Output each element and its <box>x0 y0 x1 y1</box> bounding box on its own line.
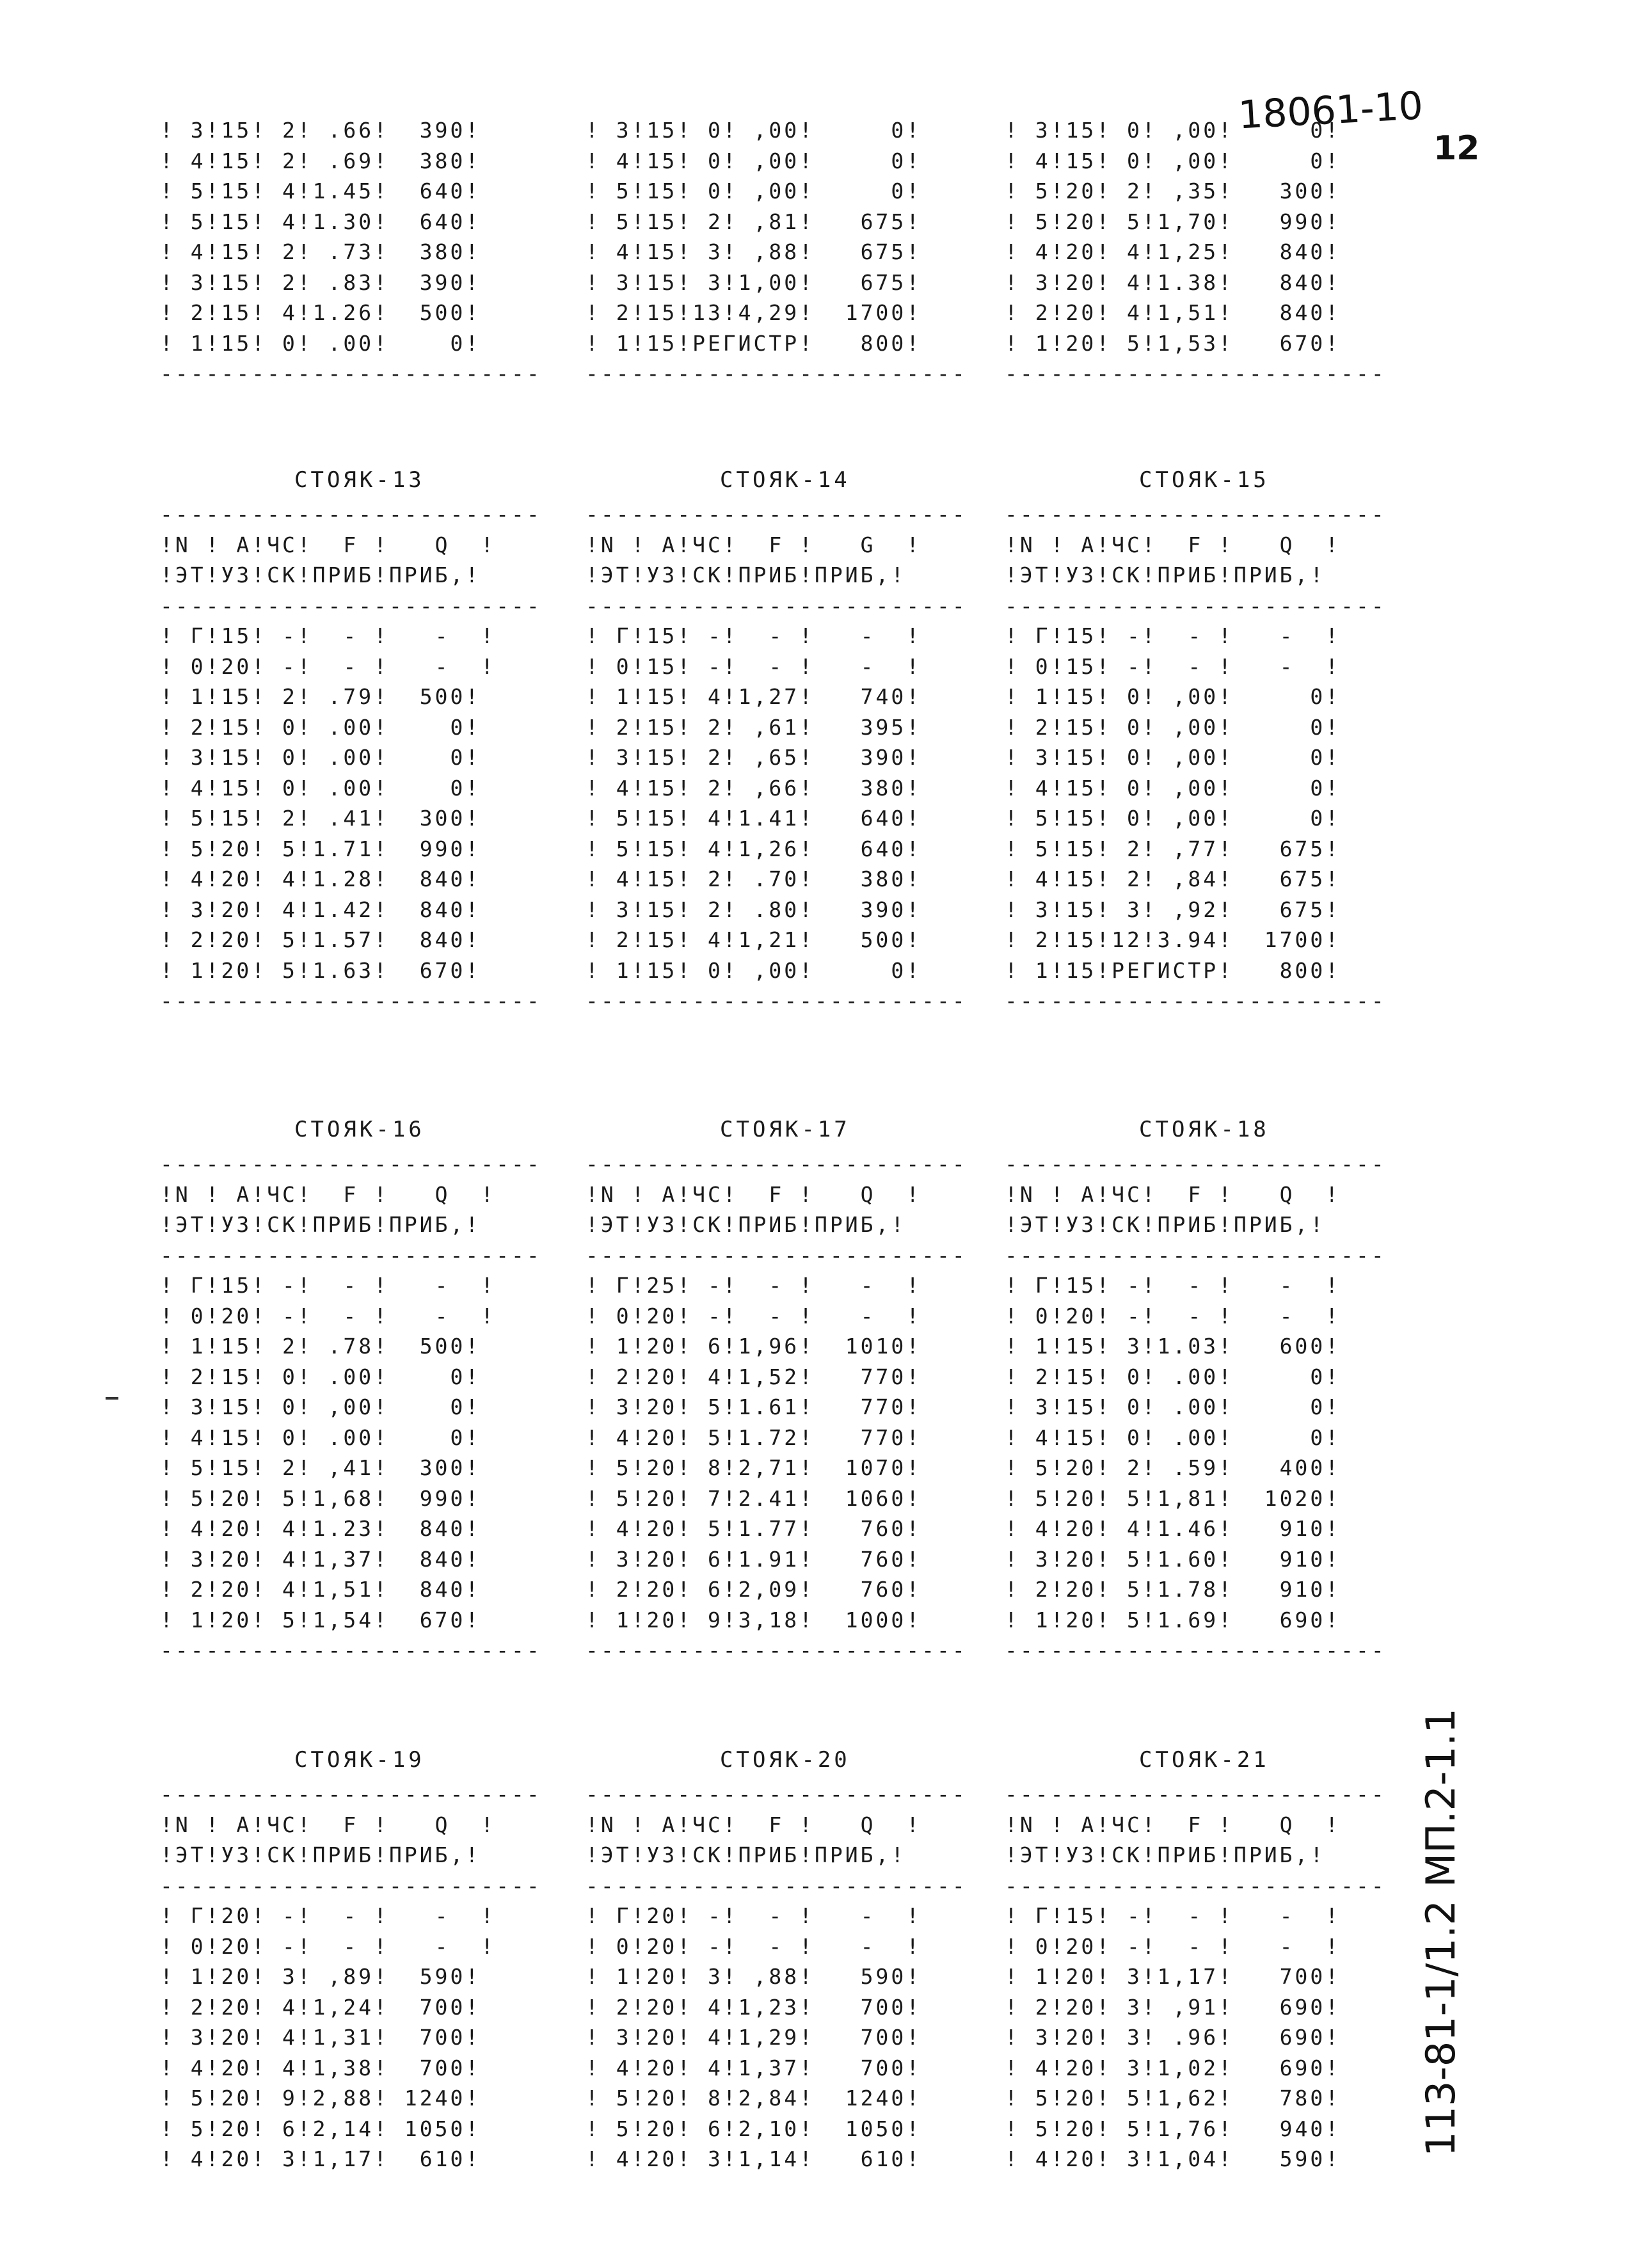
table-divider: ------------------------- <box>160 593 542 618</box>
table-row: ! 5!15! 2! ,81! 675! <box>586 209 922 234</box>
table-row: ! 2!20! 5!1.57! 840! <box>160 927 481 952</box>
table-row: ! 1!20! 3!1,17! 700! <box>1005 1964 1341 1989</box>
riser-title: СТОЯК-13 <box>294 467 425 493</box>
table-row: ! Г!15! -! - ! - ! <box>586 623 922 648</box>
table-row: ! 5!15! 4!1.45! 640! <box>160 179 481 204</box>
table-row: !ЭТ!УЗ!СК!ПРИБ!ПРИБ,! <box>1005 1212 1326 1237</box>
table-divider: ------------------------- <box>586 1242 968 1268</box>
table-row: ! 5!15! 4!1.30! 640! <box>160 209 481 234</box>
table-row: ! 4!20! 5!1.77! 760! <box>586 1516 922 1541</box>
table-row: !ЭТ!УЗ!СК!ПРИБ!ПРИБ,! <box>160 1212 481 1237</box>
table-divider: ------------------------- <box>160 1873 542 1898</box>
table-row: ! 1!15! 0! ,00! 0! <box>586 957 922 983</box>
table-row: !N ! А!ЧС! F ! Q ! <box>160 1812 497 1837</box>
table-row: ! 2!15!12!3.94! 1700! <box>1005 927 1341 952</box>
table-row: ! 4!20! 4!1,37! 700! <box>586 2055 922 2080</box>
table-row: ! 5!15! 0! ,00! 0! <box>586 179 922 204</box>
table-row: !ЭТ!УЗ!СК!ПРИБ!ПРИБ,! <box>160 1842 481 1867</box>
table-row: !ЭТ!УЗ!СК!ПРИБ!ПРИБ,! <box>160 563 481 587</box>
table-row: ! 3!15! 0! .00! 0! <box>1005 1394 1341 1419</box>
table-row: ! 4!15! 2! .73! 380! <box>160 239 481 264</box>
table-row: ! 1!15! 2! .79! 500! <box>160 684 481 709</box>
table-row: ! 3!15! 2! .80! 390! <box>586 897 922 922</box>
table-row: ! 1!15! 0! .00! 0! <box>160 330 481 356</box>
table-row: ! 2!15! 0! .00! 0! <box>1005 1364 1341 1389</box>
table-row: ! 4!20! 4!1,25! 840! <box>1005 239 1341 264</box>
table-row: ! 3!20! 5!1.60! 910! <box>1005 1546 1341 1572</box>
table-divider: ------------------------- <box>1005 361 1387 386</box>
table-row: !N ! А!ЧС! F ! Q ! <box>1005 1812 1341 1837</box>
table-row: ! 0!20! -! - ! - ! <box>160 1933 497 1959</box>
riser-title: СТОЯК-19 <box>294 1747 425 1773</box>
table-row: ! 2!20! 4!1,24! 700! <box>160 1994 481 2020</box>
table-row: ! 4!15! 2! .70! 380! <box>586 866 922 891</box>
table-divider: ------------------------- <box>1005 593 1387 618</box>
riser-title: СТОЯК-14 <box>720 467 850 493</box>
table-row: ! 0!20! -! - ! - ! <box>1005 1933 1341 1959</box>
table-divider: ------------------------- <box>586 1782 968 1807</box>
table-row: ! 1!15!РЕГИСТР! 800! <box>1005 957 1341 983</box>
table-row: ! 3!20! 6!1.91! 760! <box>586 1546 922 1572</box>
table-row: ! 2!15! 0! .00! 0! <box>160 1364 481 1389</box>
table-row: ! 5!15! 4!1,26! 640! <box>586 836 922 861</box>
table-row: ! 2!20! 3! ,91! 690! <box>1005 1994 1341 2020</box>
table-row: ! 4!15! 0! ,00! 0! <box>1005 775 1341 801</box>
table-row: ! 3!15! 3!1,00! 675! <box>586 269 922 295</box>
table-divider: ------------------------- <box>160 1638 542 1663</box>
table-row: ! 1!20! 3! ,89! 590! <box>160 1964 481 1989</box>
table-row: ! 3!20! 4!1,37! 840! <box>160 1546 481 1572</box>
table-divider: ------------------------- <box>586 361 968 386</box>
table-row: !N ! А!ЧС! F ! Q ! <box>1005 532 1341 557</box>
table-row: !N ! А!ЧС! F ! Q ! <box>1005 1181 1341 1207</box>
table-row: ! 5!20! 5!1,62! 780! <box>1005 2086 1341 2111</box>
table-row: ! 4!20! 4!1.46! 910! <box>1005 1516 1341 1541</box>
table-row: ! 3!20! 3! .96! 690! <box>1005 2025 1341 2050</box>
table-row: !N ! А!ЧС! F ! Q ! <box>586 1812 922 1837</box>
table-row: ! 4!20! 4!1.28! 840! <box>160 866 481 891</box>
table-row: ! Г!20! -! - ! - ! <box>160 1903 497 1928</box>
table-row: ! 3!20! 4!1,29! 700! <box>586 2025 922 2050</box>
table-row: ! 2!15! 0! .00! 0! <box>160 714 481 740</box>
table-divider: ------------------------- <box>160 1151 542 1176</box>
table-row: ! 4!15! 3! ,88! 675! <box>586 239 922 264</box>
table-row: ! 3!15! 3! ,92! 675! <box>1005 897 1341 922</box>
table-row: !ЭТ!УЗ!СК!ПРИБ!ПРИБ,! <box>586 1842 907 1867</box>
table-row: ! 2!15! 0! ,00! 0! <box>1005 714 1341 740</box>
table-row: ! 1!20! 5!1,54! 670! <box>160 1607 481 1633</box>
table-row: ! 4!15! 2! .69! 380! <box>160 148 481 173</box>
table-row: ! 5!15! 4!1.41! 640! <box>586 806 922 831</box>
riser-title: СТОЯК-17 <box>720 1117 850 1142</box>
table-row: ! 3!20! 4!1.38! 840! <box>1005 269 1341 295</box>
table-row: ! 4!20! 3!1,17! 610! <box>160 2146 481 2171</box>
table-divider: ------------------------- <box>1005 502 1387 527</box>
table-row: ! 3!15! 2! ,65! 390! <box>586 745 922 770</box>
table-row: ! 4!15! 0! .00! 0! <box>160 1425 481 1450</box>
table-row: ! 5!20! 7!2.41! 1060! <box>586 1485 922 1511</box>
table-divider: ------------------------- <box>586 1873 968 1898</box>
table-row: !ЭТ!УЗ!СК!ПРИБ!ПРИБ,! <box>586 563 907 587</box>
table-divider: ------------------------- <box>1005 1151 1387 1176</box>
stray-mark <box>106 1397 118 1400</box>
table-row: ! 5!20! 9!2,88! 1240! <box>160 2086 481 2111</box>
table-divider: ------------------------- <box>1005 1638 1387 1663</box>
table-row: ! 0!20! -! - ! - ! <box>586 1303 922 1329</box>
riser-title: СТОЯК-15 <box>1139 467 1270 493</box>
table-row: ! 2!20! 4!1,23! 700! <box>586 1994 922 2020</box>
table-row: ! 3!20! 4!1.42! 840! <box>160 897 481 922</box>
table-row: !N ! А!ЧС! F ! G ! <box>586 532 922 557</box>
table-row: ! 5!20! 8!2,84! 1240! <box>586 2086 922 2111</box>
table-row: ! 4!15! 2! ,66! 380! <box>586 775 922 801</box>
table-row: ! 1!20! 5!1.63! 670! <box>160 957 481 983</box>
table-divider: ------------------------- <box>1005 1782 1387 1807</box>
table-row: ! Г!20! -! - ! - ! <box>586 1903 922 1928</box>
table-row: ! 2!20! 4!1,52! 770! <box>586 1364 922 1389</box>
table-row: ! Г!15! -! - ! - ! <box>160 623 497 648</box>
table-row: ! 5!15! 0! ,00! 0! <box>1005 806 1341 831</box>
table-row: ! 3!15! 2! .66! 390! <box>160 118 481 143</box>
table-row: ! 4!20! 3!1,04! 590! <box>1005 2146 1341 2171</box>
table-divider: ------------------------- <box>160 502 542 527</box>
table-divider: ------------------------- <box>586 502 968 527</box>
table-row: ! 5!15! 2! ,77! 675! <box>1005 836 1341 861</box>
table-row: ! 4!15! 0! .00! 0! <box>1005 1425 1341 1450</box>
table-row: ! 4!20! 4!1.23! 840! <box>160 1516 481 1541</box>
table-row: ! 4!15! 0! ,00! 0! <box>586 148 922 173</box>
table-row: ! Г!15! -! - ! - ! <box>1005 1903 1341 1928</box>
table-row: ! 3!15! 2! .83! 390! <box>160 269 481 295</box>
table-divider: ------------------------- <box>1005 1873 1387 1898</box>
table-row: !ЭТ!УЗ!СК!ПРИБ!ПРИБ,! <box>1005 563 1326 587</box>
table-row: ! 5!20! 8!2,71! 1070! <box>586 1455 922 1480</box>
table-row: ! 0!15! -! - ! - ! <box>586 653 922 679</box>
table-row: ! 1!20! 6!1,96! 1010! <box>586 1334 922 1359</box>
table-divider: ------------------------- <box>1005 988 1387 1013</box>
table-row: ! 0!15! -! - ! - ! <box>1005 653 1341 679</box>
riser-title: СТОЯК-21 <box>1139 1747 1270 1773</box>
table-row: ! 0!20! -! - ! - ! <box>160 1303 497 1329</box>
table-row: ! 5!15! 2! ,41! 300! <box>160 1455 481 1480</box>
table-divider: ------------------------- <box>1005 1242 1387 1268</box>
table-row: ! Г!15! -! - ! - ! <box>1005 623 1341 648</box>
table-row: ! 3!20! 5!1.61! 770! <box>586 1394 922 1419</box>
table-row: ! 3!15! 0! ,00! 0! <box>1005 745 1341 770</box>
table-row: ! 0!20! -! - ! - ! <box>1005 1303 1341 1329</box>
table-divider: ------------------------- <box>160 1242 542 1268</box>
table-row: ! 2!15! 2! ,61! 395! <box>586 714 922 740</box>
table-row: !N ! А!ЧС! F ! Q ! <box>586 1181 922 1207</box>
table-row: ! 2!20! 6!2,09! 760! <box>586 1577 922 1602</box>
handwritten-doc-number: 18061-10 <box>1237 83 1424 138</box>
riser-title: СТОЯК-18 <box>1139 1117 1270 1142</box>
table-row: !ЭТ!УЗ!СК!ПРИБ!ПРИБ,! <box>1005 1842 1326 1867</box>
table-row: ! 5!15! 2! .41! 300! <box>160 806 481 831</box>
table-row: ! 5!20! 6!2,10! 1050! <box>586 2116 922 2141</box>
table-row: ! 1!15! 3!1.03! 600! <box>1005 1334 1341 1359</box>
table-divider: ------------------------- <box>586 1151 968 1176</box>
table-row: ! 5!20! 5!1,70! 990! <box>1005 209 1341 234</box>
table-row: ! 5!20! 6!2,14! 1050! <box>160 2116 481 2141</box>
table-row: ! 4!15! 0! ,00! 0! <box>1005 148 1341 173</box>
table-row: ! 2!15! 4!1,21! 500! <box>586 927 922 952</box>
table-row: ! 5!20! 5!1,68! 990! <box>160 1485 481 1511</box>
table-row: ! 2!20! 5!1.78! 910! <box>1005 1577 1341 1602</box>
table-row: ! 1!20! 5!1.69! 690! <box>1005 1607 1341 1633</box>
table-row: ! 5!20! 5!1,76! 940! <box>1005 2116 1341 2141</box>
table-row: ! 5!20! 5!1.71! 990! <box>160 836 481 861</box>
table-divider: ------------------------- <box>160 361 542 386</box>
table-row: ! 1!20! 5!1,53! 670! <box>1005 330 1341 356</box>
table-row: ! 0!20! -! - ! - ! <box>160 653 497 679</box>
table-row: ! 4!15! 2! ,84! 675! <box>1005 866 1341 891</box>
table-row: ! 2!20! 4!1,51! 840! <box>1005 300 1341 325</box>
table-row: ! 1!15!РЕГИСТР! 800! <box>586 330 922 356</box>
table-divider: ------------------------- <box>160 1782 542 1807</box>
table-row: ! 2!15! 4!1.26! 500! <box>160 300 481 325</box>
table-row: ! 1!15! 4!1,27! 740! <box>586 684 922 709</box>
table-divider: ------------------------- <box>160 988 542 1013</box>
table-row: ! 3!15! 0! ,00! 0! <box>1005 118 1341 143</box>
table-divider: ------------------------- <box>586 593 968 618</box>
table-row: ! 1!15! 0! ,00! 0! <box>1005 684 1341 709</box>
table-row: ! 4!20! 5!1.72! 770! <box>586 1425 922 1450</box>
table-row: ! 3!20! 4!1,31! 700! <box>160 2025 481 2050</box>
table-row: ! 1!15! 2! .78! 500! <box>160 1334 481 1359</box>
table-row: ! Г!15! -! - ! - ! <box>160 1273 497 1298</box>
table-row: ! 0!20! -! - ! - ! <box>586 1933 922 1959</box>
table-row: ! 2!15!13!4,29! 1700! <box>586 300 922 325</box>
table-row: ! 4!20! 3!1,02! 690! <box>1005 2055 1341 2080</box>
table-row: ! 3!15! 0! ,00! 0! <box>160 1394 481 1419</box>
table-row: ! 5!20! 2! ,35! 300! <box>1005 179 1341 204</box>
margin-code: 113-81-1/1.2 МП.2-1.1 <box>1417 1708 1464 2157</box>
table-row: !N ! А!ЧС! F ! Q ! <box>160 532 497 557</box>
table-row: ! 5!20! 2! .59! 400! <box>1005 1455 1341 1480</box>
riser-title: СТОЯК-20 <box>720 1747 850 1773</box>
table-row: ! 5!20! 5!1,81! 1020! <box>1005 1485 1341 1511</box>
table-row: ! 4!20! 3!1,14! 610! <box>586 2146 922 2171</box>
table-row: ! 3!15! 0! ,00! 0! <box>586 118 922 143</box>
table-row: ! Г!15! -! - ! - ! <box>1005 1273 1341 1298</box>
table-divider: ------------------------- <box>586 1638 968 1663</box>
table-row: ! Г!25! -! - ! - ! <box>586 1273 922 1298</box>
table-row: ! 4!20! 4!1,38! 700! <box>160 2055 481 2080</box>
table-row: ! 4!15! 0! .00! 0! <box>160 775 481 801</box>
table-row: ! 1!20! 3! ,88! 590! <box>586 1964 922 1989</box>
riser-title: СТОЯК-16 <box>294 1117 425 1142</box>
table-row: !N ! А!ЧС! F ! Q ! <box>160 1181 497 1207</box>
table-row: ! 1!20! 9!3,18! 1000! <box>586 1607 922 1633</box>
table-divider: ------------------------- <box>586 988 968 1013</box>
page-number: 12 <box>1433 129 1480 168</box>
table-row: !ЭТ!УЗ!СК!ПРИБ!ПРИБ,! <box>586 1212 907 1237</box>
table-row: ! 3!15! 0! .00! 0! <box>160 745 481 770</box>
table-row: ! 2!20! 4!1,51! 840! <box>160 1577 481 1602</box>
